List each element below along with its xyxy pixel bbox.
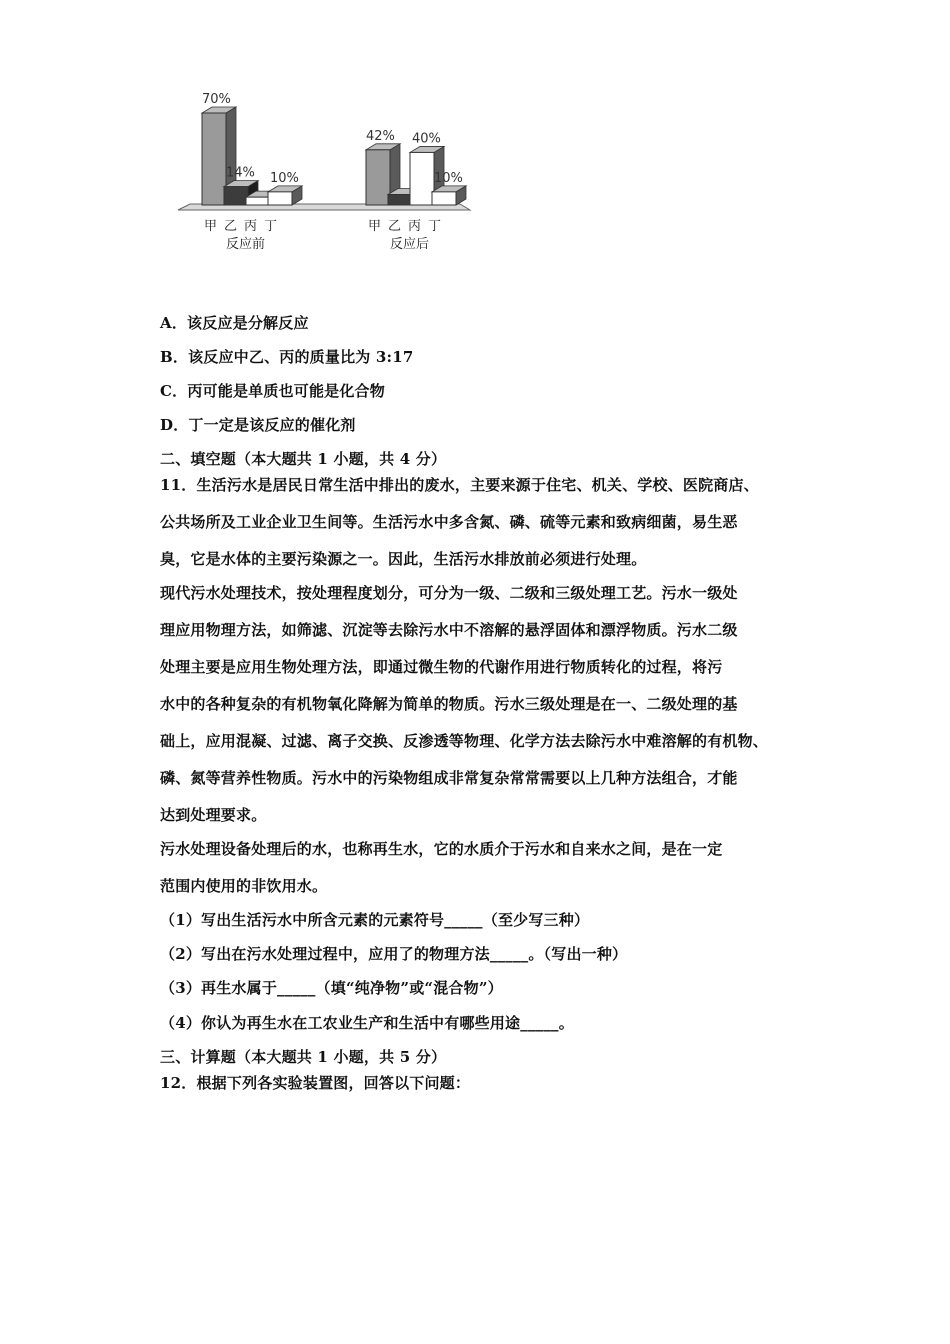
bar-category-label: 甲	[204, 219, 218, 234]
q11-line: 水中的各种复杂的有机物氧化降解为简单的物质。污水三级处理是在一、二级处理的基	[160, 695, 738, 713]
bar	[366, 150, 390, 205]
bar-value-label: 10%	[270, 170, 299, 186]
option-a: A．该反应是分解反应	[160, 314, 309, 332]
bar-value-label: 14%	[226, 165, 255, 181]
bar-value-label: 42%	[366, 128, 395, 144]
section-2-heading: 二、填空题（本大题共 1 小题，共 4 分）	[160, 450, 447, 468]
q11-line: 处理主要是应用生物处理方法，即通过微生物的代谢作用进行物质转化的过程，将污	[160, 658, 723, 676]
q11-line: 11．生活污水是居民日常生活中排出的废水，主要来源于住宅、机关、学校、医院商店、	[160, 476, 759, 494]
subquestion-3: （3）再生水属于_____（填“纯净物”或“混合物”）	[160, 979, 503, 997]
subquestion-2: （2）写出在污水处理过程中，应用了的物理方法_____。（写出一种）	[160, 945, 628, 963]
q11-line: 污水处理设备处理后的水，也称再生水，它的水质介于污水和自来水之间，是在一定	[160, 840, 723, 858]
bar	[202, 113, 226, 205]
q11-line: 公共场所及工业企业卫生间等。生活污水中多含氮、磷、硫等元素和致病细菌，易生恶	[160, 513, 738, 531]
bar	[410, 152, 434, 205]
q11-line: 臭，它是水体的主要污染源之一。因此，生活污水排放前必须进行处理。	[160, 550, 647, 568]
q12-line: 12．根据下列各实验装置图，回答以下问题：	[160, 1074, 471, 1092]
section-3-heading: 三、计算题（本大题共 1 小题，共 5 分）	[160, 1048, 447, 1066]
q11-line: 础上，应用混凝、过滤、离子交换、反渗透等物理、化学方法去除污水中难溶解的有机物、	[160, 732, 769, 750]
q11-line: 理应用物理方法，如筛滤、沉淀等去除污水中不溶解的悬浮固体和漂浮物质。污水二级	[160, 621, 738, 639]
q11-line: 范围内使用的非饮用水。	[160, 877, 328, 895]
bar-category-label: 乙	[388, 219, 402, 234]
bar	[432, 192, 456, 205]
chart-bars	[178, 107, 470, 210]
bar	[388, 194, 412, 205]
bar-chart	[170, 80, 480, 260]
bar-category-label: 丙	[244, 219, 258, 234]
q11-line: 磷、氮等营养性物质。污水中的污染物组成非常复杂常常需要以上几种方法组合，才能	[160, 769, 738, 787]
bar	[268, 192, 292, 205]
bar	[224, 187, 248, 205]
bar-value-label: 70%	[202, 92, 231, 107]
subquestion-4: （4）你认为再生水在工农业生产和生活中有哪些用途_____。	[160, 1014, 574, 1032]
bar-category-label: 丙	[408, 219, 422, 234]
option-c: C．丙可能是单质也可能是化合物	[160, 382, 385, 400]
group-label: 反应后	[390, 237, 430, 252]
bar-value-label: 10%	[434, 170, 463, 186]
option-d: D．丁一定是该反应的催化剂	[160, 416, 356, 434]
bar-category-label: 丁	[264, 219, 278, 234]
subquestion-1: （1）写出生活污水中所含元素的元素符号_____（至少写三种）	[160, 911, 590, 929]
bar-category-label: 甲	[368, 219, 382, 234]
bar-category-label: 丁	[428, 219, 442, 234]
q11-line: 达到处理要求。	[160, 806, 267, 824]
q11-line: 现代污水处理技术，按处理程度划分，可分为一级、二级和三级处理工艺。污水一级处	[160, 584, 738, 602]
group-label: 反应前	[226, 237, 266, 252]
bar	[246, 197, 270, 205]
bar-value-label: 40%	[412, 131, 441, 147]
option-b: B．该反应中乙、丙的质量比为 3:17	[160, 348, 414, 366]
bar-category-label: 乙	[224, 219, 238, 234]
